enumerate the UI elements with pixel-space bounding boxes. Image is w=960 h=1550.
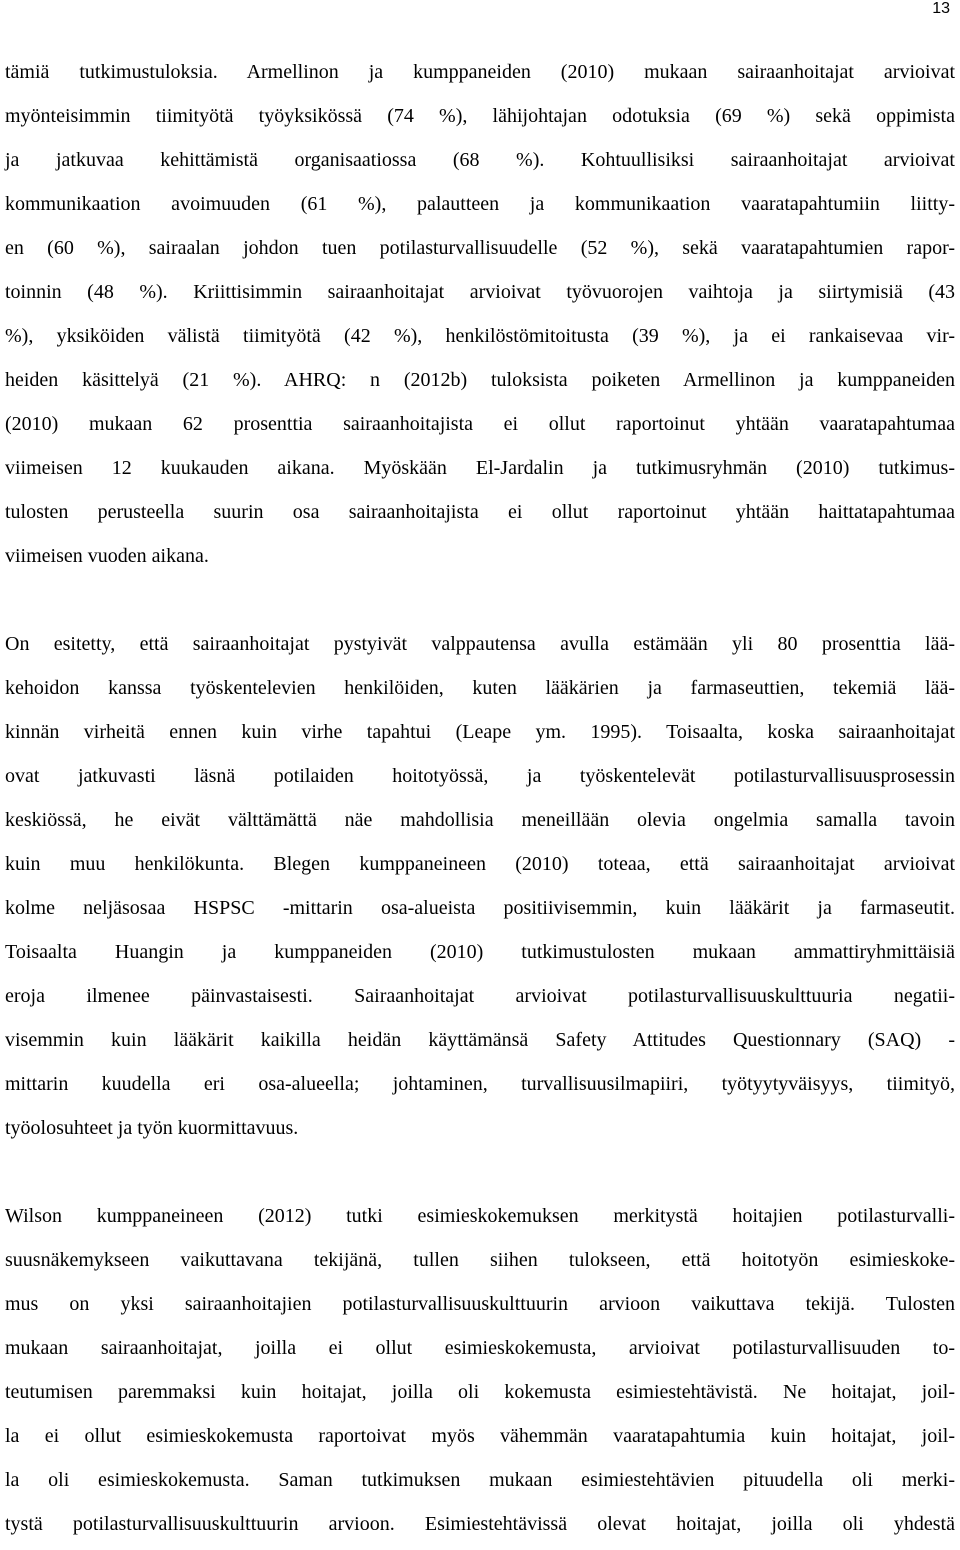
text-line: (2010) mukaan 62 prosenttia sairaanhoitajista ei ollut raportoinut yhtään vaaratapahtumaa xyxy=(5,413,955,435)
text-line: tämiä tutkimustuloksia. Armellinon ja kumppaneiden (2010) mukaan sairaanhoitajat arvioivat xyxy=(5,61,955,83)
text-line: visemmin kuin lääkärit kaikilla heidän käyttämänsä Safety Attitudes Questionnary (SAQ) - xyxy=(5,1029,955,1051)
text-line: kehoidon kanssa työskentelevien henkilöiden, kuten lääkärien ja farmaseuttien, tekemiä lää- xyxy=(5,677,955,699)
text-line: kinnän virheitä ennen kuin virhe tapahtui (Leape ym. 1995). Toisaalta, koska sairaanhoitajat xyxy=(5,721,955,743)
text-line: myönteisimmin tiimityötä työyksikössä (74 %), lähijohtajan odotuksia (69 %) sekä oppimista xyxy=(5,105,955,127)
text-line: la oli esimieskokemusta. Saman tutkimuksen mukaan esimiestehtävien pituudella oli merki- xyxy=(5,1469,955,1491)
text-line: mukaan sairaanhoitajat, joilla ei ollut esimieskokemusta, arvioivat potilasturvallisuuden to- xyxy=(5,1337,955,1359)
text-line: ja jatkuvaa kehittämistä organisaatiossa (68 %). Kohtuullisiksi sairaanhoitajat arvioivat xyxy=(5,149,955,171)
paragraph-spacer xyxy=(5,578,955,622)
paragraph-3 xyxy=(5,1194,955,1546)
text-line: On esitetty, että sairaanhoitajat pystyivät valppautensa avulla estämään yli 80 prosenttia lää- xyxy=(5,633,955,655)
text-line: kuin muu henkilökunta. Blegen kumppaneineen (2010) toteaa, että sairaanhoitajat arvioivat xyxy=(5,853,955,875)
text-line: kolme neljäsosaa HSPSC -mittarin osa-alueista positiivisemmin, kuin lääkärit ja farmaseutit. xyxy=(5,897,955,919)
text-line: suusnäkemykseen vaikuttavana tekijänä, tullen siihen tulokseen, että hoitotyön esimieskoke- xyxy=(5,1249,955,1271)
text-line: ovat jatkuvasti läsnä potilaiden hoitotyössä, ja työskentelevät potilasturvallisuusprosessin xyxy=(5,765,955,787)
text-line: %), yksiköiden välistä tiimityötä (42 %), henkilöstömitoitusta (39 %), ja ei rankaisevaa vir- xyxy=(5,325,955,347)
text-line: keskiössä, he eivät välttämättä näe mahdollisia meneillään olevia ongelmia samalla tavoin xyxy=(5,809,955,831)
text-line: toinnin (48 %). Kriittisimmin sairaanhoitajat arvioivat työvuorojen vaihtoja ja siirtymisiä (43 xyxy=(5,281,955,303)
text-line: Wilson kumppaneineen (2012) tutki esimieskokemuksen merkitystä hoitajien potilasturvalli- xyxy=(5,1205,955,1227)
text-line: kommunikaation avoimuuden (61 %), palautteen ja kommunikaation vaaratapahtumiin liitty- xyxy=(5,193,955,215)
page-number: 13 xyxy=(932,0,950,17)
text-line: heiden käsittelyä (21 %). AHRQ: n (2012b) tuloksista poiketen Armellinon ja kumppaneiden xyxy=(5,369,955,391)
text-line: Toisaalta Huangin ja kumppaneiden (2010) tutkimustulosten mukaan ammattiryhmittäisiä xyxy=(5,941,955,963)
text-line: tystä potilasturvallisuuskulttuurin arvioon. Esimiestehtävissä olevat hoitajat, joilla oli yhdestä xyxy=(5,1513,955,1535)
document-body xyxy=(5,50,955,1546)
text-line: työolosuhteet ja työn kuormittavuus. xyxy=(5,1117,299,1139)
paragraph-2 xyxy=(5,622,955,1150)
text-line: viimeisen 12 kuukauden aikana. Myöskään El-Jardalin ja tutkimusryhmän (2010) tutkimus- xyxy=(5,457,955,479)
paragraph-1 xyxy=(5,50,955,578)
text-line: la ei ollut esimieskokemusta raportoivat myös vähemmän vaaratapahtumia kuin hoitajat, joil- xyxy=(5,1425,955,1447)
text-line: teutumisen paremmaksi kuin hoitajat, joilla oli kokemusta esimiestehtävistä. Ne hoitajat, joil- xyxy=(5,1381,955,1403)
text-line: tulosten perusteella suurin osa sairaanhoitajista ei ollut raportoinut yhtään haittatapahtumaa xyxy=(5,501,955,523)
paragraph-spacer xyxy=(5,1150,955,1194)
text-line: eroja ilmenee päinvastaisesti. Sairaanhoitajat arvioivat potilasturvallisuuskulttuuria negatii- xyxy=(5,985,955,1007)
text-line: en (60 %), sairaalan johdon tuen potilasturvallisuudelle (52 %), sekä vaaratapahtumien rapor- xyxy=(5,237,955,259)
text-line: mittarin kuudella eri osa-alueella; johtaminen, turvallisuusilmapiiri, työtyytyväisyys, tiimityö, xyxy=(5,1073,955,1095)
text-line: mus on yksi sairaanhoitajien potilasturvallisuuskulttuurin arvioon vaikuttava tekijä. Tulosten xyxy=(5,1293,955,1315)
text-line: viimeisen vuoden aikana. xyxy=(5,545,209,567)
